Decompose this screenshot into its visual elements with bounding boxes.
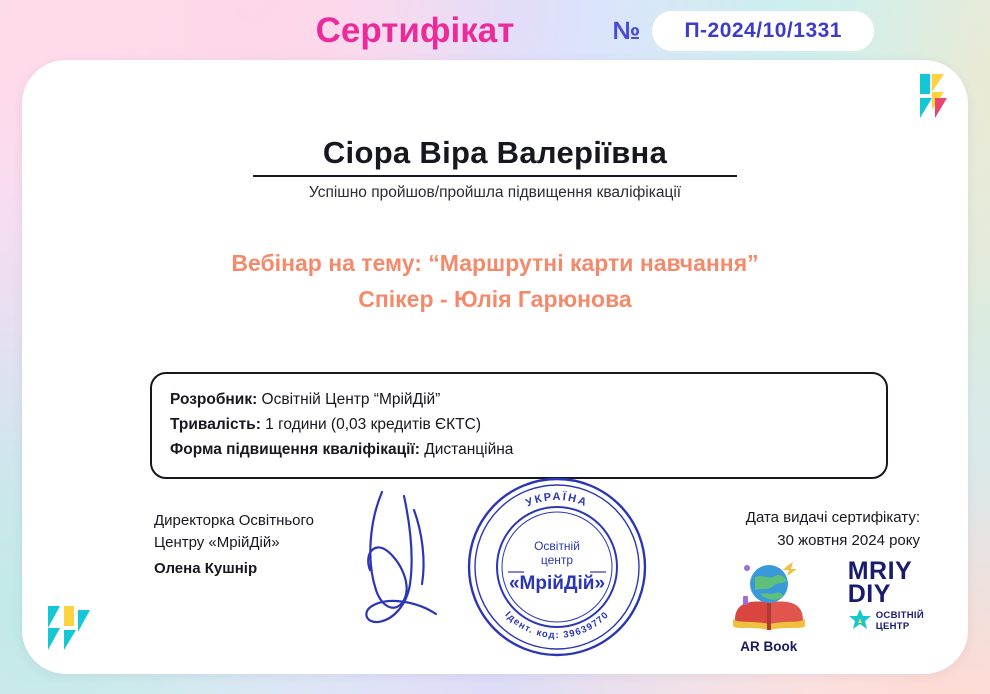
svg-text:центр: центр bbox=[540, 553, 574, 567]
star-person-icon bbox=[848, 609, 872, 635]
details-value: Дистанційна bbox=[419, 441, 514, 459]
details-box bbox=[150, 372, 888, 479]
details-value: 1 години (0,03 кредитів ЄКТС) bbox=[260, 416, 482, 434]
mriydiy-logo bbox=[847, 557, 924, 635]
spark-decoration-icon bbox=[44, 600, 116, 660]
topic-line-2: Спікер - Юлія Гарюнова bbox=[358, 285, 632, 312]
book-globe-icon bbox=[717, 560, 821, 632]
details-label: Форма підвищення кваліфікації: bbox=[170, 441, 420, 459]
arbook-label: AR Book bbox=[740, 639, 798, 654]
mriydiy-line-1: MRIY bbox=[847, 557, 913, 585]
logos-row bbox=[716, 557, 924, 654]
issue-date-value: 30 жовтня 2024 року bbox=[777, 532, 920, 550]
official-stamp-icon bbox=[462, 472, 652, 662]
mriydiy-sub-1: ОСВІТНІЙ bbox=[875, 610, 924, 622]
issue-date-block bbox=[650, 506, 920, 553]
svg-text:УКРАЇНА: УКРАЇНА bbox=[524, 490, 590, 510]
details-row bbox=[170, 387, 868, 412]
signer-role-line-1: Директорка Освітнього bbox=[154, 512, 315, 529]
signature-icon bbox=[352, 480, 462, 640]
svg-text:«МрійДій»: «МрійДій» bbox=[508, 573, 606, 594]
signer-name: Олена Кушнір bbox=[154, 559, 258, 577]
signer-block bbox=[154, 510, 314, 579]
spark-decoration-icon bbox=[880, 70, 952, 130]
svg-text:Освітній: Освітній bbox=[534, 539, 580, 553]
details-value: Освітній Центр “МрійДій” bbox=[257, 391, 441, 408]
recipient-block bbox=[22, 135, 968, 202]
issue-date-label: Дата видачі сертифікату: bbox=[745, 509, 920, 526]
recipient-name: Сіора Віра Валеріївна bbox=[253, 135, 737, 177]
recipient-subtitle: Успішно пройшов/пройшла підвищення кваліфікації bbox=[308, 184, 682, 201]
certificate-card bbox=[22, 60, 968, 674]
arbook-logo bbox=[716, 560, 822, 654]
page-title: Сертифікат bbox=[315, 11, 515, 50]
details-label: Розробник: bbox=[170, 391, 258, 408]
certificate-number: П-2024/10/1331 bbox=[652, 11, 874, 51]
mriydiy-subline bbox=[848, 609, 924, 635]
number-sign: № bbox=[612, 16, 641, 45]
mriydiy-line-2: DIY bbox=[847, 580, 891, 608]
svg-text:Ідент. код: 39639770: Ідент. код: 39639770 bbox=[502, 609, 612, 642]
mriydiy-sub-2: ЦЕНТР bbox=[875, 621, 910, 632]
topic-line-1: Вебінар на тему: “Маршрутні карти навчання” bbox=[231, 250, 759, 276]
details-row bbox=[170, 437, 868, 462]
topic-block bbox=[22, 246, 968, 317]
details-row bbox=[170, 412, 868, 437]
details-label: Тривалість: bbox=[170, 416, 261, 434]
certificate-number-group bbox=[613, 11, 874, 51]
signer-role-line-2: Центру «МрійДій» bbox=[154, 533, 280, 551]
